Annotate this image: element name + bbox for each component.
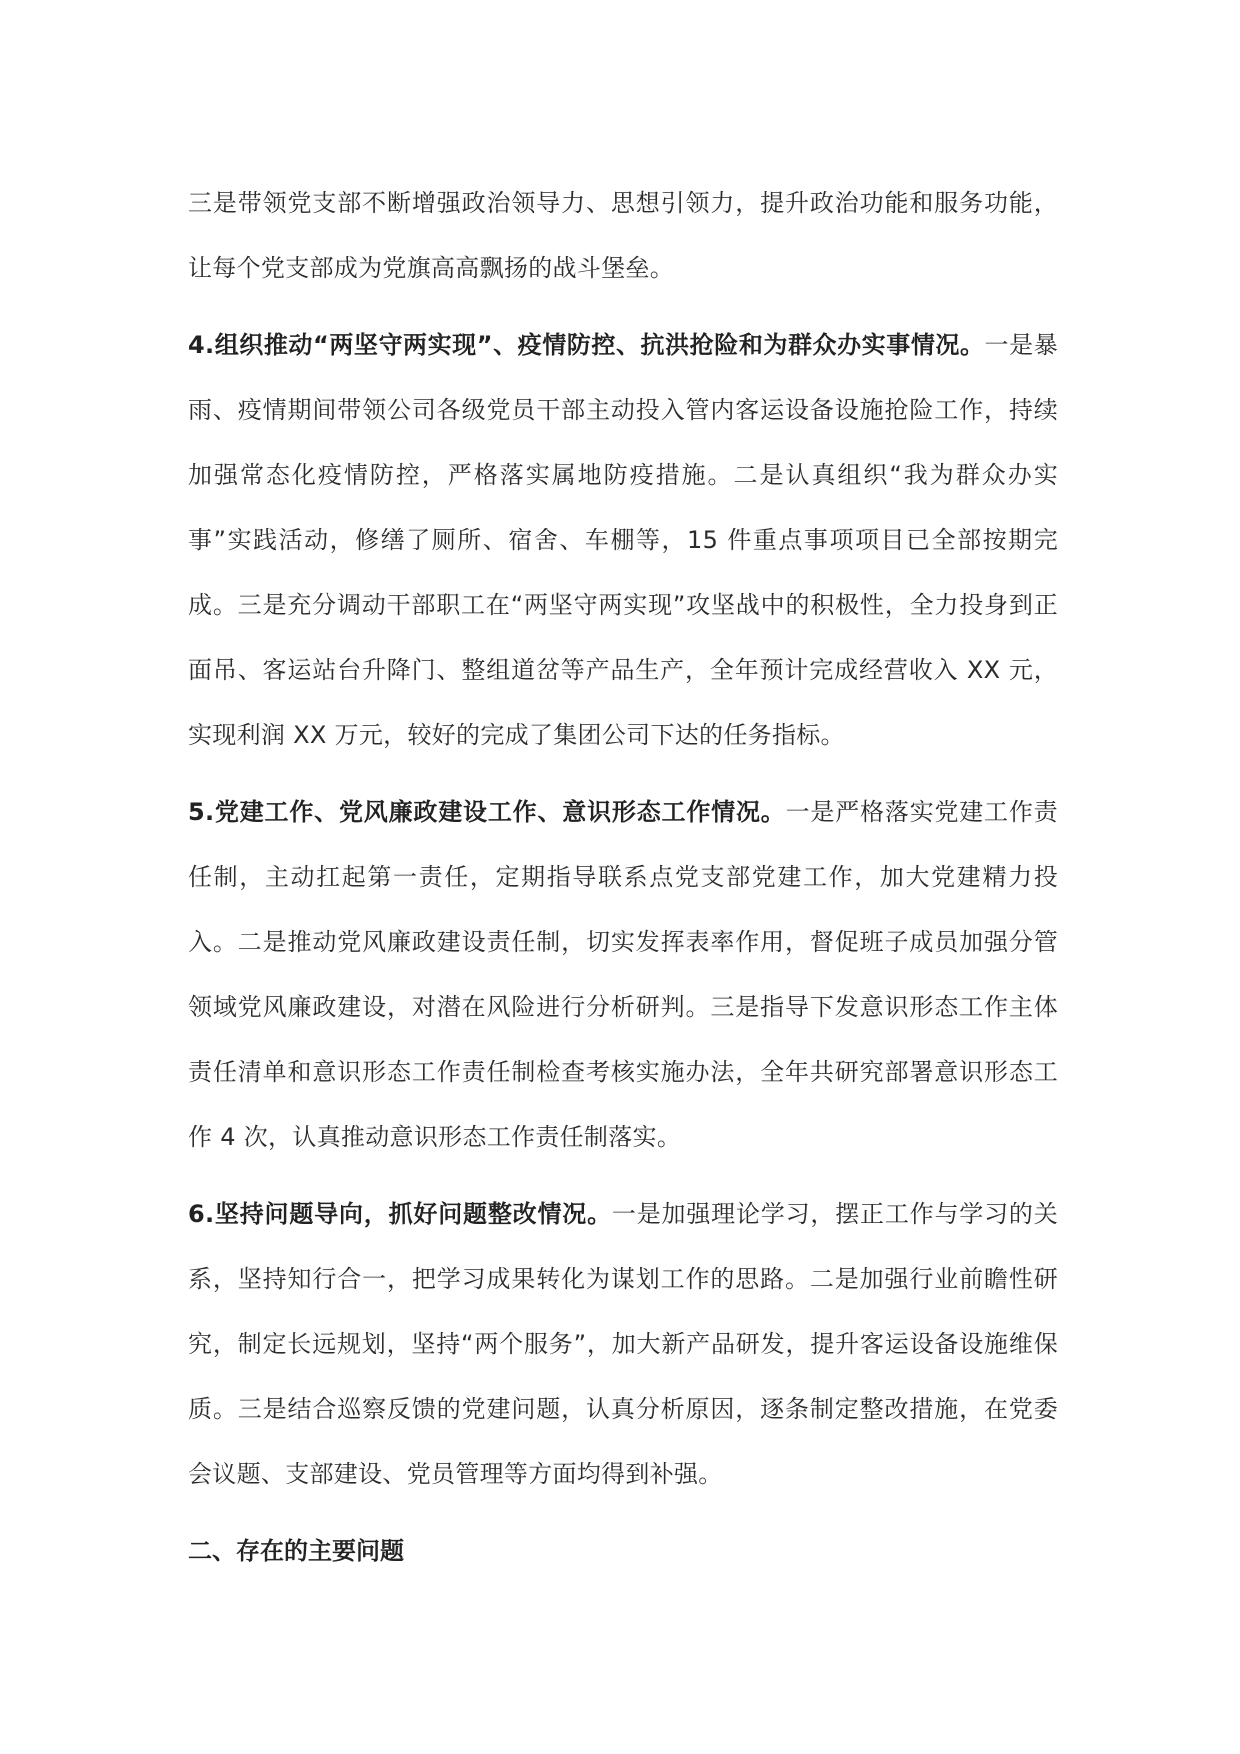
paragraph-item-5 — [188, 780, 1058, 1170]
paragraph-party-branch — [188, 171, 1058, 301]
paragraph-text: 一是暴雨、疫情期间带领公司各级党员干部主动投入管内客运设备设施抢险工作，持续加强常态化疫情防控，严格落实属地防疫措施。二是认真组织“我为群众办实事”实践活动，修缮了厕所、宿舍、车棚等，15 件重点事项项目已全部按期完成。三是充分调动干部职工在“两坚守两实现”攻坚战中的积极性，全力投身到正面吊、客运站台升降门、整组道岔等产品生产，全年预计完成经营收入 XX 元，实现利润 XX 万元，较好的完成了集团公司下达的任务指标。 — [188, 331, 1058, 749]
paragraph-item-6 — [188, 1182, 1058, 1507]
paragraph-lead: 4.组织推动“两坚守两实现”、疫情防控、抗洪抢险和为群众办实事情况。 — [188, 331, 985, 359]
paragraph-lead: 6.坚持问题导向，抓好问题整改情况。 — [188, 1200, 612, 1228]
paragraph-text: 一是严格落实党建工作责任制，主动扛起第一责任，定期指导联系点党支部党建工作，加大党建精力投入。二是推动党风廉政建设责任制，切实发挥表率作用，督促班子成员加强分管领域党风廉政建设，对潜在风险进行分析研判。三是指导下发意识形态工作主体责任清单和意识形态工作责任制检查考核实施办法，全年共研究部署意识形态工作 4 次，认真推动意识形态工作责任制落实。 — [188, 798, 1058, 1151]
paragraph-lead: 5.党建工作、党风廉政建设工作、意识形态工作情况。 — [188, 798, 786, 826]
document-body — [188, 171, 1058, 1584]
paragraph-text: 三是带领党支部不断增强政治领导力、思想引领力，提升政治功能和服务功能，让每个党支部成为党旗高高飘扬的战斗堡垒。 — [188, 189, 1058, 282]
section-heading: 二、存在的主要问题 — [188, 1537, 404, 1565]
paragraph-item-4 — [188, 313, 1058, 768]
paragraph-text: 一是加强理论学习，摆正工作与学习的关系，坚持知行合一，把学习成果转化为谋划工作的思路。二是加强行业前瞻性研究，制定长远规划，坚持“两个服务”，加大新产品研发，提升客运设备设施维保质。三是结合巡察反馈的党建问题，认真分析原因，逐条制定整改措施，在党委会议题、支部建设、党员管理等方面均得到补强。 — [188, 1200, 1058, 1488]
